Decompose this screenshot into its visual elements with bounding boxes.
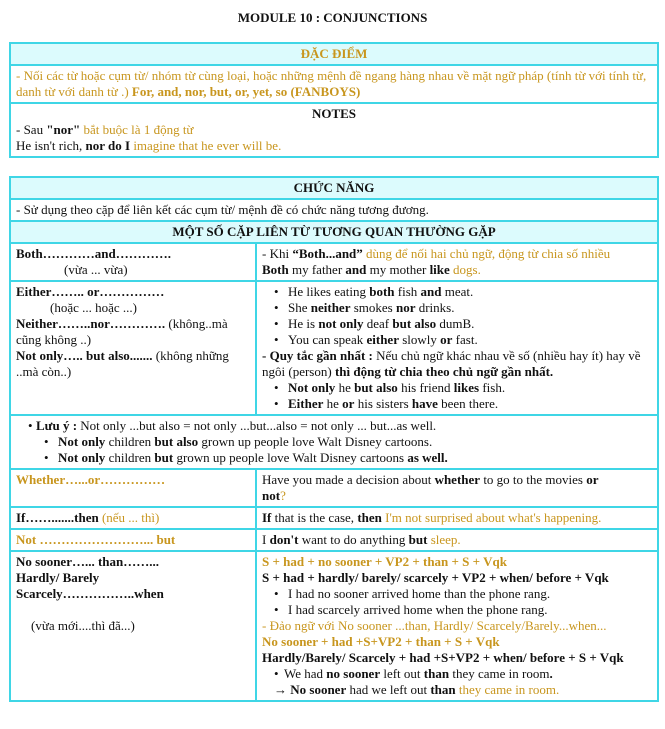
t: No sooner + had +S+VP2 + than + S + Vqk	[262, 634, 500, 649]
t: don't	[269, 532, 299, 547]
t: but	[154, 450, 174, 465]
t: my father	[288, 262, 346, 277]
t: (không những ..mà còn..)	[16, 348, 229, 379]
pairs-heading: MỘT SỐ CẶP LIÊN TỪ TƯƠNG QUAN THƯỜNG GẶP	[11, 220, 657, 242]
t: thì động từ chia theo chủ ngữ gần nhất.	[334, 364, 554, 379]
t: Either	[288, 396, 324, 411]
t: imagine that he ever will be.	[130, 138, 282, 153]
t: ?	[280, 488, 286, 503]
t: or	[342, 396, 355, 411]
t: fish	[394, 284, 421, 299]
t: slowly	[398, 332, 441, 347]
t: smokes	[350, 300, 396, 315]
t: No sooner	[290, 682, 347, 697]
t: S + had + no sooner + VP2 + than + S + Vqk	[262, 554, 507, 569]
t: want to do anything	[298, 532, 409, 547]
right-cell	[257, 530, 657, 550]
t: deaf	[363, 316, 393, 331]
t: I	[262, 532, 270, 547]
note-row	[11, 414, 657, 468]
t: grown up people love Walt Disney cartoons.	[198, 434, 433, 449]
t: "nor"	[46, 122, 81, 137]
t: Not only	[58, 450, 106, 465]
t: Both…………and………….	[16, 246, 171, 261]
t: left out	[380, 666, 424, 681]
notes-heading: NOTES	[311, 106, 357, 121]
t: fast.	[452, 332, 478, 347]
whether-row	[11, 468, 657, 506]
t: You can speak	[288, 332, 367, 347]
t: they came in room.	[455, 682, 560, 697]
t: not only	[318, 316, 364, 331]
t: but also	[392, 316, 437, 331]
t: Have you made a decision about	[262, 472, 435, 487]
either-or-row	[11, 280, 657, 414]
t: (nếu ... thì)	[98, 510, 160, 525]
t: he	[323, 396, 343, 411]
both-and-row	[11, 242, 657, 280]
t: but also	[354, 380, 398, 395]
t: He is	[288, 316, 319, 331]
t: Not only ...but also = not only ...but...also = not only ... but...as well.	[77, 418, 437, 433]
t: been there.	[437, 396, 499, 411]
t: or	[440, 332, 453, 347]
t: - Đảo ngữ với No sooner ...than, Hardly/ Scarcely/Barely...when...	[262, 618, 607, 633]
right-cell	[257, 552, 657, 700]
left-cell	[11, 244, 257, 280]
t: as well.	[407, 450, 448, 465]
t: Nếu chủ ngữ khác nhau về số (nhiều hay ít) hay về ngôi (person)	[262, 348, 641, 379]
t: children	[105, 450, 155, 465]
t: Both	[262, 262, 289, 277]
t: (hoặc ... hoặc ...)	[50, 300, 137, 315]
t: Not only	[288, 380, 336, 395]
t: either	[366, 332, 399, 347]
t: I'm not surprised about what's happening.	[381, 510, 602, 525]
t: they came in room	[449, 666, 550, 681]
function-box	[9, 176, 659, 702]
t: children	[105, 434, 155, 449]
t: If	[262, 510, 272, 525]
t: like	[429, 262, 450, 277]
fanboys-text: For, and, nor, but, or, yet, so (FANBOYS)	[131, 84, 361, 99]
t: (vừa mới....thì đã...)	[31, 618, 135, 633]
t: →	[274, 682, 291, 697]
t: S + had + hardly/ barely/ scarcely + VP2 + when/ before + Vqk	[262, 570, 609, 585]
t: dogs.	[449, 262, 481, 277]
t: We had	[284, 666, 327, 681]
t: then	[357, 510, 382, 525]
t: • I had no sooner arrived home than the phone rang.	[262, 586, 652, 602]
t: dùng để nối hai chủ ngữ, động từ chia số nhiều	[362, 246, 611, 261]
not-but-row	[11, 528, 657, 550]
t: - Quy tắc gần nhất :	[262, 348, 373, 363]
t: • I had scarcely arrived home when the phone rang.	[262, 602, 652, 618]
t: fish.	[479, 380, 506, 395]
t: (không..mà cũng không ..)	[16, 316, 228, 347]
right-cell	[257, 244, 657, 280]
t: neither	[310, 300, 351, 315]
t: his friend	[397, 380, 454, 395]
right-cell	[257, 470, 657, 506]
t: and	[345, 262, 367, 277]
t: that is the case,	[271, 510, 358, 525]
t: Not only	[58, 434, 106, 449]
left-cell: Whether…...or……………	[11, 470, 257, 506]
right-cell	[257, 282, 657, 414]
t: sleep.	[427, 532, 461, 547]
t: both	[369, 284, 395, 299]
t: .	[549, 666, 553, 681]
t: whether	[434, 472, 481, 487]
t: Scarcely……………..when	[16, 586, 164, 601]
t: Lưu ý :	[36, 418, 78, 433]
left-cell	[11, 552, 257, 700]
t: he	[335, 380, 355, 395]
t: bắt buộc là 1 động từ	[80, 122, 194, 137]
notes-section	[11, 102, 657, 156]
t: If…….......then	[16, 510, 99, 525]
t: grown up people love Walt Disney cartoons	[173, 450, 408, 465]
left-cell	[11, 508, 257, 528]
t: than	[423, 666, 450, 681]
t: No sooner…... than……...	[16, 554, 160, 569]
t: - Sau	[16, 122, 47, 137]
t: Neither……..nor………….	[16, 316, 166, 331]
t: He likes eating	[288, 284, 370, 299]
t: not	[262, 488, 281, 503]
if-then-row	[11, 506, 657, 528]
function-desc: - Sử dụng theo cặp để liên kết các cụm từ/ mệnh đề có chức năng tương đương.	[11, 198, 657, 220]
t: but	[408, 532, 428, 547]
t: nor do I	[85, 138, 131, 153]
t: meat.	[441, 284, 474, 299]
t: and	[420, 284, 442, 299]
t: likes	[453, 380, 480, 395]
left-cell	[11, 282, 257, 414]
t: his sisters	[354, 396, 412, 411]
characteristics-desc	[11, 64, 657, 102]
note-2	[16, 138, 652, 154]
page-title: MODULE 10 : CONJUNCTIONS	[237, 10, 428, 25]
t: He isn't rich,	[16, 138, 86, 153]
t: dumB.	[436, 316, 475, 331]
t: Not only….. but also.......	[16, 348, 153, 363]
t: Either…….. or……………	[16, 284, 165, 299]
desc-text: - Nối các từ hoặc cụm từ/ nhóm từ cùng loại, hoặc những mệnh đề ngang hàng nhau về mặt ngữ pháp (tính từ với tính từ, danh từ với danh từ .)	[16, 68, 647, 99]
note-1	[16, 122, 652, 138]
t: nor	[395, 300, 416, 315]
t: (vừa ... vừa)	[64, 262, 128, 277]
t: “Both...and”	[292, 246, 363, 261]
right-cell	[257, 508, 657, 528]
t: to go to the movies	[480, 472, 587, 487]
t: She	[288, 300, 311, 315]
function-heading: CHỨC NĂNG	[11, 178, 657, 198]
t: or	[586, 472, 599, 487]
t: drinks.	[415, 300, 455, 315]
t: but also	[154, 434, 199, 449]
t: - Khi	[262, 246, 293, 261]
t: have	[411, 396, 438, 411]
t: Hardly/ Barely	[16, 570, 100, 585]
t: no sooner	[326, 666, 381, 681]
t: than	[430, 682, 456, 697]
characteristics-heading: ĐẶC ĐIỂM	[11, 44, 657, 64]
t: had we left out	[346, 682, 431, 697]
no-sooner-row	[11, 550, 657, 700]
characteristics-box	[9, 42, 659, 158]
t: Hardly/Barely/ Scarcely + had +S+VP2 + when/ before + S + Vqk	[262, 650, 624, 665]
left-cell: Not ……………………... but	[11, 530, 257, 550]
t: my mother	[366, 262, 430, 277]
